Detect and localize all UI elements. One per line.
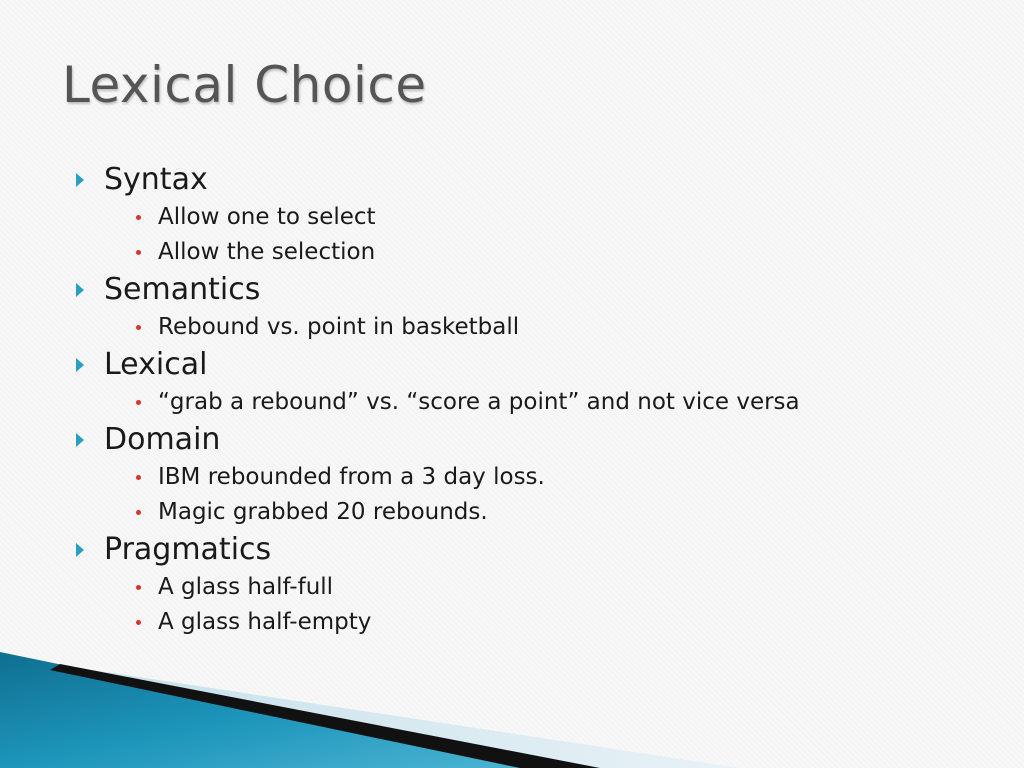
dot-bullet-icon bbox=[136, 475, 141, 480]
bullet-label: Lexical bbox=[104, 347, 208, 382]
bullet-list bbox=[74, 160, 974, 640]
arrow-bullet-icon bbox=[76, 433, 84, 447]
sub-bullet-label: Allow the selection bbox=[158, 239, 376, 265]
bullet-item-pragmatics bbox=[74, 530, 974, 570]
arrow-bullet-icon bbox=[76, 173, 84, 187]
dot-bullet-icon bbox=[136, 585, 141, 590]
arrow-bullet-icon bbox=[76, 358, 84, 372]
sub-bullet-label: Rebound vs. point in basketball bbox=[158, 314, 520, 340]
bullet-label: Syntax bbox=[104, 162, 208, 197]
slide-title: Lexical Choice bbox=[62, 56, 427, 114]
arrow-bullet-icon bbox=[76, 283, 84, 297]
sub-bullet-label: Allow one to select bbox=[158, 204, 376, 230]
dot-bullet-icon bbox=[136, 215, 141, 220]
sub-bullet-item bbox=[74, 605, 974, 640]
sub-bullet-item bbox=[74, 200, 974, 235]
blue-wedge bbox=[0, 652, 560, 768]
bullet-item-domain bbox=[74, 420, 974, 460]
dot-bullet-icon bbox=[136, 325, 141, 330]
sub-bullet-item bbox=[74, 310, 974, 345]
decorative-corner-swoosh bbox=[0, 638, 1024, 768]
sub-bullet-label: A glass half-empty bbox=[158, 609, 372, 635]
dot-bullet-icon bbox=[136, 250, 141, 255]
bullet-item-semantics bbox=[74, 270, 974, 310]
sub-bullet-item bbox=[74, 495, 974, 530]
sub-bullet-item bbox=[74, 570, 974, 605]
dot-bullet-icon bbox=[136, 400, 141, 405]
sub-bullet-item bbox=[74, 385, 974, 420]
bullet-item-lexical bbox=[74, 345, 974, 385]
bullet-label: Domain bbox=[104, 422, 221, 457]
sub-bullet-label: A glass half-full bbox=[158, 574, 334, 600]
arrow-bullet-icon bbox=[76, 543, 84, 557]
black-stripe bbox=[50, 664, 600, 768]
dot-bullet-icon bbox=[136, 620, 141, 625]
bullet-label: Pragmatics bbox=[104, 532, 272, 567]
dot-bullet-icon bbox=[136, 510, 141, 515]
bullet-item-syntax bbox=[74, 160, 974, 200]
sub-bullet-item bbox=[74, 235, 974, 270]
sub-bullet-label: “grab a rebound” vs. “score a point” and not vice versa bbox=[158, 389, 800, 415]
sub-bullet-label: Magic grabbed 20 rebounds. bbox=[158, 499, 488, 525]
sub-bullet-item bbox=[74, 460, 974, 495]
pale-blue-band bbox=[0, 656, 740, 768]
bullet-label: Semantics bbox=[104, 272, 261, 307]
sub-bullet-label: IBM rebounded from a 3 day loss. bbox=[158, 464, 545, 490]
